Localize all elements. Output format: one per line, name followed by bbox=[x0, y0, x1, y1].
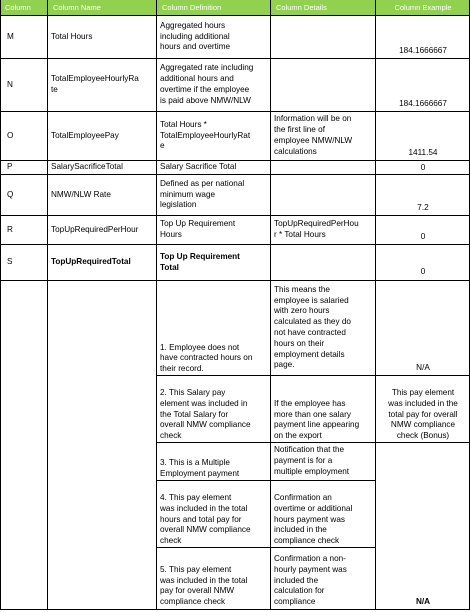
grid-line bbox=[156, 547, 376, 548]
grid-line bbox=[0, 215, 470, 216]
grid-line bbox=[156, 0, 157, 610]
sub-row-5-example: N/A bbox=[415, 597, 431, 607]
row-s-name: TopUpRequiredTotal bbox=[51, 257, 131, 267]
row-o-example: 1411.54 bbox=[408, 148, 438, 158]
header-column-definition: Column Definition bbox=[157, 0, 270, 15]
grid-line bbox=[0, 15, 470, 16]
row-n-column: N bbox=[7, 79, 13, 89]
row-s-column: S bbox=[7, 257, 13, 267]
grid-line bbox=[0, 111, 470, 112]
sub-row-1-details: This means the employee is salaried with zero hours calculated as they do not have contracted hours on their employment details page. bbox=[274, 284, 351, 370]
row-r-column: R bbox=[7, 224, 13, 234]
row-q-column: Q bbox=[7, 189, 14, 199]
sub-row-2-example: This pay element was included in the total pay for overall NMW compliance check (Bonus) bbox=[388, 388, 458, 441]
sub-row-4-details: Confirmation an overtime or additional hours payment was included in the compliance check bbox=[274, 493, 353, 546]
sub-row-2-details: If the employee has more than one salary payment line appearing on the export bbox=[274, 398, 360, 441]
grid-line bbox=[375, 0, 376, 610]
sub-row-1-example: N/A bbox=[416, 363, 430, 373]
row-r-example: 0 bbox=[420, 232, 426, 242]
grid-line bbox=[270, 0, 271, 610]
sub-row-1-definition: 1. Employee does not have contracted hours on their record. bbox=[160, 342, 253, 374]
row-p-definition: Salary Sacrifice Total bbox=[160, 162, 237, 172]
row-n-name: TotalEmployeeHourlyRa te bbox=[51, 74, 139, 94]
row-o-name: TotalEmployeePay bbox=[51, 130, 119, 140]
row-m-details bbox=[271, 16, 375, 58]
row-m-definition: Aggregated hours including additional hours and overtime bbox=[160, 20, 231, 52]
row-r-name: TopUpRequiredPerHour bbox=[51, 224, 139, 234]
sub-row-4-definition: 4. This pay element was included in the total hours and total pay for overall NMW compliance check bbox=[160, 493, 251, 546]
sub-row-3-details: Notification that the payment is for a multiple employment bbox=[274, 445, 350, 476]
row-q-details bbox=[271, 175, 375, 215]
sub-row-3-definition: 3. This is a Multiple Employment payment bbox=[160, 458, 240, 479]
sub-row-2-definition: 2. This Salary pay element was included in the Total Salary for overall NMW compliance check bbox=[160, 388, 251, 441]
grid-line bbox=[47, 0, 48, 610]
header-column-example: Column Example bbox=[376, 0, 470, 15]
row-m-column: M bbox=[7, 31, 14, 41]
row-n-definition: Aggregated rate including additional hours and overtime if the employee is paid above NMW/NLW bbox=[160, 63, 254, 105]
row-n-example: 184.1666667 bbox=[399, 99, 447, 109]
row-o-column: O bbox=[7, 130, 14, 140]
header-column-name: Column Name bbox=[48, 0, 156, 15]
grid-line bbox=[0, 609, 470, 610]
sub-row-5-definition: 5. This pay element was included in the total pay for overall NMW compliance check bbox=[160, 564, 248, 607]
grid-line bbox=[0, 174, 470, 175]
row-o-details: Information will be on the first line of employee NMW/NLW calculations bbox=[274, 114, 353, 156]
row-s-details bbox=[271, 245, 375, 280]
grid-line bbox=[156, 375, 470, 376]
grid-line bbox=[0, 0, 1, 610]
row-s-example: 0 bbox=[420, 267, 426, 277]
row-p-example: 0 bbox=[420, 163, 426, 173]
sub-row-5-details: Confirmation a non- hourly payment was included the calculation for compliance bbox=[274, 554, 347, 607]
grid-line bbox=[0, 160, 470, 161]
row-p-name: SalarySacrificeTotal bbox=[51, 162, 123, 172]
grid-line bbox=[156, 442, 470, 443]
row-q-definition: Defined as per national minimum wage legislation bbox=[160, 178, 245, 210]
grid-line bbox=[0, 280, 470, 281]
grid-line bbox=[0, 244, 470, 245]
row-q-example: 7.2 bbox=[417, 203, 429, 213]
row-r-definition: Top Up Requirement Hours bbox=[160, 219, 236, 239]
row-p-details bbox=[271, 161, 375, 174]
row-r-details: TopUpRequiredPerHou r * Total Hours bbox=[274, 219, 359, 239]
grid-line bbox=[156, 480, 376, 481]
row-q-name: NMW/NLW Rate bbox=[51, 189, 111, 199]
header-column-details: Column Details bbox=[271, 0, 375, 15]
header-column: Column bbox=[0, 0, 47, 15]
row-n-details bbox=[271, 59, 375, 111]
grid-line bbox=[0, 58, 470, 59]
row-m-example: 184.1666667 bbox=[399, 46, 447, 56]
row-m-name: Total Hours bbox=[51, 31, 93, 41]
row-p-column: P bbox=[7, 162, 13, 172]
row-o-definition: Total Hours * TotalEmployeeHourlyRat e bbox=[160, 119, 251, 151]
row-s-definition: Top Up Requirement Total bbox=[160, 251, 240, 272]
